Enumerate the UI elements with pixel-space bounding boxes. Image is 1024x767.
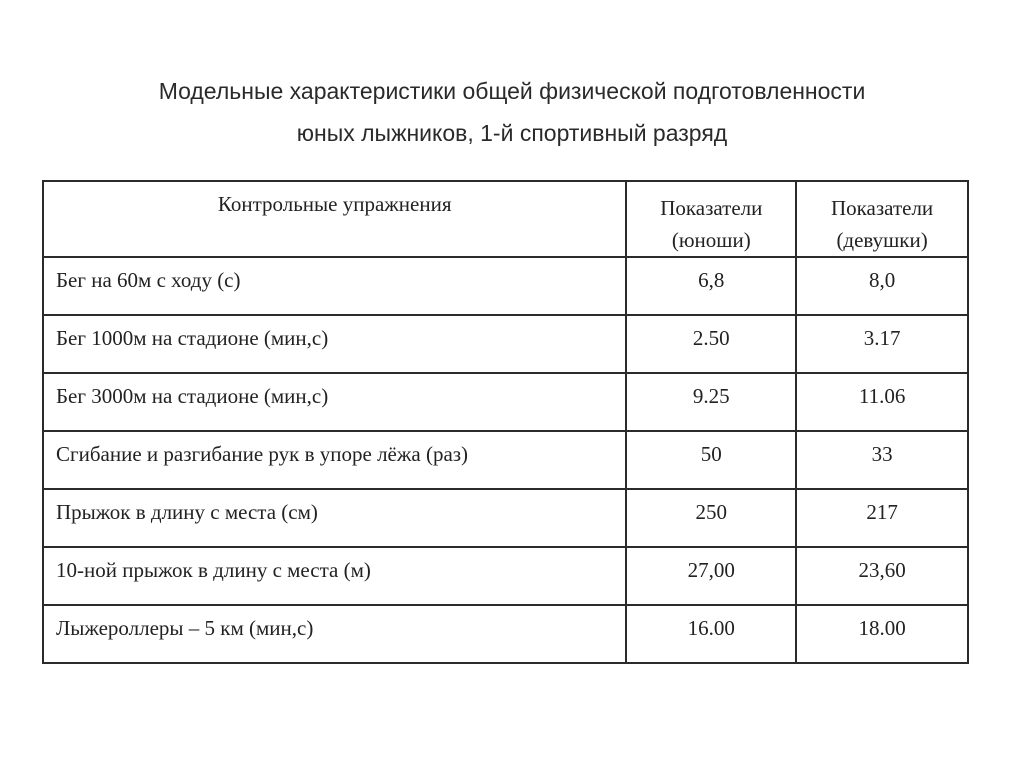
cell-boys: 6,8 bbox=[626, 257, 796, 315]
table-row bbox=[43, 431, 968, 489]
table-row bbox=[43, 605, 968, 663]
cell-girls: 33 bbox=[796, 431, 968, 489]
cell-girls: 23,60 bbox=[796, 547, 968, 605]
header-girls-line2: (девушки) bbox=[836, 228, 928, 252]
table-row bbox=[43, 257, 968, 315]
cell-exercise: Сгибание и разгибание рук в упоре лёжа (раз) bbox=[43, 431, 626, 489]
title-line-1: Модельные характеристики общей физической подготовленности bbox=[158, 78, 866, 104]
table-row bbox=[43, 373, 968, 431]
table-row bbox=[43, 547, 968, 605]
table-row bbox=[43, 489, 968, 547]
characteristics-table bbox=[42, 180, 969, 664]
cell-exercise: Прыжок в длину с места (см) bbox=[43, 489, 626, 547]
cell-boys: 50 bbox=[626, 431, 796, 489]
cell-girls: 18.00 bbox=[796, 605, 968, 663]
header-boys-line1: Показатели bbox=[660, 196, 763, 220]
cell-exercise: Бег 1000м на стадионе (мин,с) bbox=[43, 315, 626, 373]
cell-boys: 250 bbox=[626, 489, 796, 547]
table-row bbox=[43, 315, 968, 373]
cell-exercise: Бег 3000м на стадионе (мин,с) bbox=[43, 373, 626, 431]
cell-girls: 11.06 bbox=[796, 373, 968, 431]
header-girls-line1: Показатели bbox=[831, 196, 934, 220]
cell-exercise: Лыжероллеры – 5 км (мин,с) bbox=[43, 605, 626, 663]
cell-exercise: Бег на 60м с ходу (с) bbox=[43, 257, 626, 315]
cell-boys: 9.25 bbox=[626, 373, 796, 431]
header-boys bbox=[626, 181, 796, 257]
cell-girls: 8,0 bbox=[796, 257, 968, 315]
header-exercise: Контрольные упражнения bbox=[43, 181, 626, 257]
cell-boys: 16.00 bbox=[626, 605, 796, 663]
cell-girls: 217 bbox=[796, 489, 968, 547]
header-boys-line2: (юноши) bbox=[671, 228, 751, 252]
cell-boys: 2.50 bbox=[626, 315, 796, 373]
header-row bbox=[43, 181, 968, 257]
header-girls bbox=[796, 181, 968, 257]
title-line-2: юных лыжников, 1-й спортивный разряд bbox=[296, 120, 728, 146]
cell-girls: 3.17 bbox=[796, 315, 968, 373]
cell-exercise: 10-ной прыжок в длину с места (м) bbox=[43, 547, 626, 605]
page-title bbox=[0, 70, 1024, 154]
cell-boys: 27,00 bbox=[626, 547, 796, 605]
